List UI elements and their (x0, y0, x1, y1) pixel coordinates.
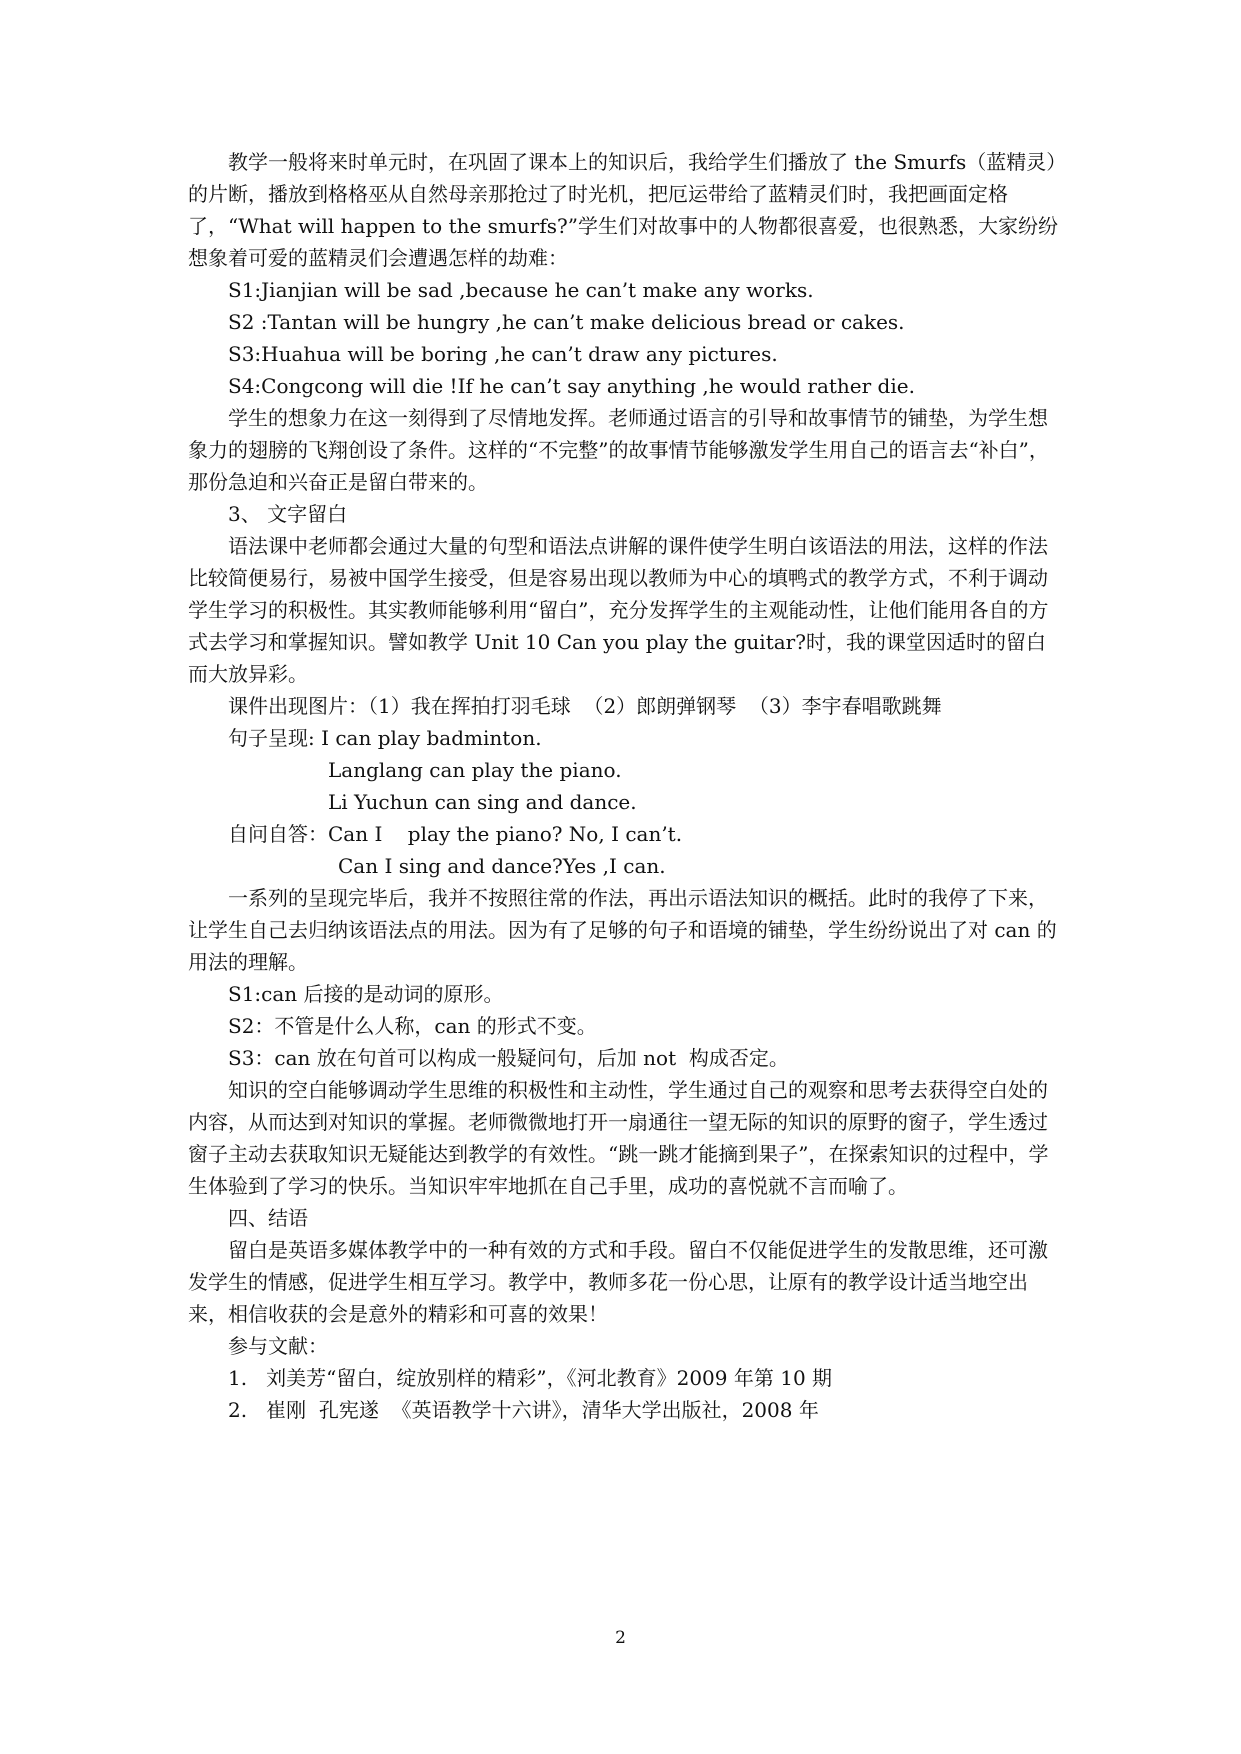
references-heading: 参与文献： (228, 1334, 328, 1358)
student-answer-2: S2 :Tantan will be hungry ,he can’t make delicious bread or cakes. (228, 310, 905, 334)
paragraph-conclusion: 留白是英语多媒体教学中的一种有效的方式和手段。留白不仅能促进学生的发散思维，还可激发学生的情感，促进学生相互学习。教学中，教师多花一份心思，让原有的教学设计适当地空出来，相信收获的会是意外的精彩和可喜的效果！ (188, 1238, 1048, 1326)
qa-line-2: Can I sing and dance?Yes ,I can. (338, 854, 666, 878)
paragraph-grammar: 语法课中老师都会通过大量的句型和语法点讲解的课件使学生明白该语法的用法，这样的作法比较简便易行，易被中国学生接受，但是容易出现以教师为中心的填鸭式的教学方式，不利于调动学生学习的积极性。其实教师能够利用“留白”，充分发挥学生的主观能动性，让他们能用各自的方式去学习和掌握知识。譬如教学 Unit 10 Can you play the guitar?时，我的课堂因适时的留白而大放异彩。 (188, 534, 1049, 686)
section-heading-3: 3、 文字留白 (228, 502, 348, 526)
sentences-line-3: Li Yuchun can sing and dance. (328, 790, 637, 814)
sentences-line-1: 句子呈现: I can play badminton. (228, 726, 542, 750)
conclusion-answer-2: S2：不管是什么人称，can 的形式不变。 (228, 1014, 597, 1038)
body-text (188, 146, 1058, 1426)
student-answer-1: S1:Jianjian will be sad ,because he can’t make any works. (228, 278, 814, 302)
reference-item-1: 1. 刘美芳“留白，绽放别样的精彩”，《河北教育》2009 年第 10 期 (228, 1366, 833, 1390)
qa-line-1: 自问自答：Can I play the piano? No, I can’t. (228, 822, 683, 846)
conclusion-answer-3: S3：can 放在句首可以构成一般疑问句，后加 not 构成否定。 (228, 1046, 789, 1070)
conclusion-answer-1: S1:can 后接的是动词的原形。 (228, 982, 504, 1006)
paragraph-intro: 教学一般将来时单元时，在巩固了课本上的知识后，我给学生们播放了 the Smurfs（蓝精灵）的片断，播放到格格巫从自然母亲那抢过了时光机，把厄运带给了蓝精灵们时，我把画面定格了，“What will happen to the smurfs?”学生们对故事中的人物都很喜爱，也很熟悉，大家纷纷想象着可爱的蓝精灵们会遭遇怎样的劫难： (188, 150, 1058, 270)
courseware-pictures-line: 课件出现图片：（1）我在挥拍打羽毛球 （2）郎朗弹钢琴 （3）李宇春唱歌跳舞 (228, 694, 942, 718)
paragraph-imagination: 学生的想象力在这一刻得到了尽情地发挥。老师通过语言的引导和故事情节的铺垫，为学生想象力的翅膀的飞翔创设了条件。这样的“不完整”的故事情节能够激发学生用自己的语言去“补白”，那份急迫和兴奋正是留白带来的。 (188, 406, 1049, 494)
paragraph-knowledge: 知识的空白能够调动学生思维的积极性和主动性，学生通过自己的观察和思考去获得空白处的内容，从而达到对知识的掌握。老师微微地打开一扇通往一望无际的知识的原野的窗子，学生透过窗子主动去获取知识无疑能达到教学的有效性。“跳一跳才能摘到果子”，在探索知识的过程中，学生体验到了学习的快乐。当知识牢牢地抓在自己手里，成功的喜悦就不言而喻了。 (188, 1078, 1049, 1198)
sentences-line-2: Langlang can play the piano. (328, 758, 622, 782)
reference-item-2: 2. 崔刚 孔宪遂 《英语教学十六讲》，清华大学出版社，2008 年 (228, 1398, 819, 1422)
student-answer-3: S3:Huahua will be boring ,he can’t draw any pictures. (228, 342, 778, 366)
page-number: 2 (615, 1628, 626, 1648)
paragraph-series: 一系列的呈现完毕后，我并不按照往常的作法，再出示语法知识的概括。此时的我停了下来，让学生自己去归纳该语法点的用法。因为有了足够的句子和语境的铺垫，学生纷纷说出了对 can 的用法的理解。 (188, 886, 1057, 974)
student-answer-4: S4:Congcong will die !If he can’t say anything ,he would rather die. (228, 374, 915, 398)
section-heading-4: 四、结语 (228, 1206, 308, 1230)
